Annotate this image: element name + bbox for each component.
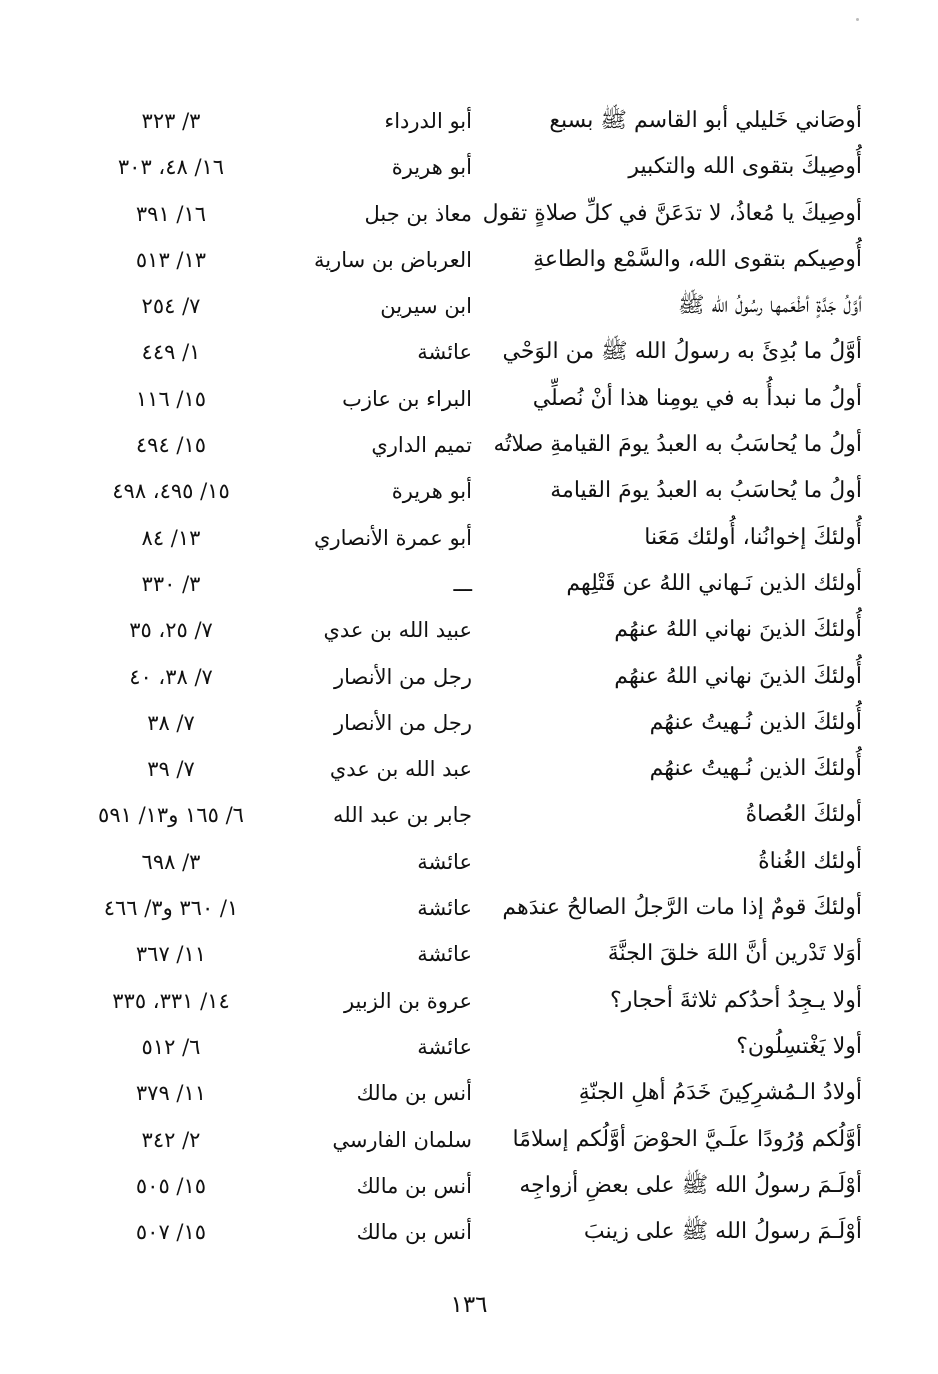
hadith-text: أوْلَـمَ رسولُ الله ﷺ على بعضِ أزواجِه xyxy=(519,1172,862,1198)
narrator: جابر بن عبد الله xyxy=(332,803,472,828)
index-row xyxy=(0,1070,938,1116)
hadith-text: أولئكَ قومٌ إذا مات الرَّجلُ الصالحُ عندَهم xyxy=(502,895,862,921)
hadith-text: أولا يَغْتسِلُون؟ xyxy=(736,1033,862,1059)
hadith-text: أولُ ما نبدأُ به في يومِنا هذا أنْ نُصلِّي xyxy=(532,385,862,411)
narrator: رجل من الأنصار xyxy=(333,710,472,735)
hadith-text: أوَلا تَدْرين أنَّ اللهَ خلقَ الجنَّةَ xyxy=(607,941,862,967)
reference: ١١/ ٣٦٧ xyxy=(135,942,207,967)
reference: ١٥/ ٤٩٤ xyxy=(135,433,207,458)
reference: ١٦/ ٣٩١ xyxy=(135,201,207,226)
narrator: عائشة xyxy=(417,340,472,365)
reference: ١٤/ ٣٣١، ٣٣٥ xyxy=(112,988,230,1013)
narrator: ـــ xyxy=(453,571,472,596)
index-row xyxy=(0,376,938,422)
index-row xyxy=(0,1209,938,1255)
reference: ١٥/ ٥٠٥ xyxy=(135,1173,207,1198)
narrator: معاذ بن جبل xyxy=(364,201,472,226)
hadith-text: أولُ ما يُحاسَبُ به العبدُ يومَ القيامة xyxy=(550,478,862,504)
index-row xyxy=(0,329,938,375)
index-row xyxy=(0,283,938,329)
index-row xyxy=(0,191,938,237)
hadith-text: أُولئكَ الذين نُـهيتُ عنهُم xyxy=(649,709,862,735)
index-row xyxy=(0,931,938,977)
reference: ٧/ ٣٨ xyxy=(147,710,195,735)
hadith-text: أُوصِيكَ بتقوى الله والتكبير xyxy=(628,154,862,180)
hadith-text: أولئك الذين نَـهاني اللهُ عن قَتْلِهم xyxy=(566,570,862,596)
reference: ٦/ ٥١٢ xyxy=(141,1034,201,1059)
index-row xyxy=(0,515,938,561)
reference: ٧/ ٣٩ xyxy=(147,757,195,782)
index-row xyxy=(0,1024,938,1070)
hadith-text: أوصَاني خَليلي أبو القاسم ﷺ بسبع xyxy=(549,108,862,133)
index-row xyxy=(0,885,938,931)
hadith-text: أولئكَ العُصاةُ xyxy=(745,802,862,828)
narrator: البراء بن عازب xyxy=(342,386,472,411)
hadith-text: أُولئكَ الذينَ نهاني اللهُ عنهُم xyxy=(614,663,862,689)
reference: ١٥/ ٤٩٥، ٤٩٨ xyxy=(112,479,230,504)
index-row xyxy=(0,746,938,792)
hadith-text: أوَّلُكم وُرُودًا علَـيَّ الحوْضَ أوَّلُكم إسلامًا xyxy=(512,1126,862,1152)
narrator: عائشة xyxy=(417,896,472,921)
hadith-index-table xyxy=(0,98,938,1255)
narrator: أبو هريرة xyxy=(391,479,472,504)
reference: ١١/ ٣٧٩ xyxy=(135,1081,207,1106)
hadith-text: أولادُ الـمُشرِكِينَ خَدَمُ أهلِ الجنّةِ xyxy=(578,1080,862,1106)
narrator: رجل من الأنصار xyxy=(333,664,472,689)
narrator: تميم الداري xyxy=(371,433,472,458)
narrator: عبد الله بن عدي xyxy=(329,757,472,782)
index-row xyxy=(0,792,938,838)
reference: ٧/ ٢٥٤ xyxy=(141,294,201,319)
index-row xyxy=(0,654,938,700)
hadith-text: أوصِيكَ يا مُعاذُ، لا تدَعَنَّ في كلِّ صلاةٍ تقول xyxy=(482,200,862,226)
index-row xyxy=(0,839,938,885)
hadith-text: أُولئكَ إخوانُنا، أُولئك مَعَنا xyxy=(644,524,862,550)
index-row xyxy=(0,98,938,144)
reference: ٣/ ٣٢٣ xyxy=(141,109,201,133)
narrator: عروة بن الزبير xyxy=(343,988,472,1013)
narrator: عائشة xyxy=(417,849,472,874)
reference: ٣/ ٦٩٨ xyxy=(141,849,201,874)
index-row xyxy=(0,422,938,468)
scan-speck xyxy=(856,18,859,21)
hadith-text: أُوصِيكم بتقوى الله، والسَّمْع والطاعةِ xyxy=(533,246,862,272)
index-row xyxy=(0,1163,938,1209)
hadith-text: أولُ ما يُحاسَبُ به العبدُ يومَ القيامةِ صلاتُه xyxy=(493,432,862,458)
narrator: العرباض بن سارية xyxy=(313,247,472,272)
reference: ١٣/ ٥١٣ xyxy=(135,247,207,272)
narrator: أنس بن مالك xyxy=(356,1173,472,1198)
narrator: عبيد الله بن عدي xyxy=(323,618,472,643)
reference: ٣/ ٣٣٠ xyxy=(141,571,201,596)
index-row xyxy=(0,700,938,746)
narrator: أبو عمرة الأنصاري xyxy=(314,525,472,550)
index-row xyxy=(0,237,938,283)
narrator: أبو الدرداء xyxy=(384,109,472,133)
reference: ١٣/ ٨٤ xyxy=(141,525,201,550)
index-row xyxy=(0,607,938,653)
index-row xyxy=(0,561,938,607)
reference: ٢/ ٣٤٢ xyxy=(141,1127,201,1152)
reference: ١٥/ ٥٠٧ xyxy=(135,1220,207,1245)
reference: ١٦/ ٤٨، ٣٠٣ xyxy=(117,155,225,180)
hadith-text: أُولئكَ الذين نُـهيتُ عنهُم xyxy=(649,756,862,782)
index-row xyxy=(0,468,938,514)
hadith-text: أوَّلُ جَدَّةٍ أطْعَمها رسُولُ الله ﷺ xyxy=(677,293,862,319)
narrator: ابن سيرين xyxy=(380,294,472,319)
hadith-text: أوْلَـمَ رسولُ الله ﷺ على زينبَ xyxy=(583,1219,862,1245)
reference: ٧/ ٣٨، ٤٠ xyxy=(129,664,213,689)
reference: ١/ ٣٦٠ و٣/ ٤٦٦ xyxy=(103,896,239,921)
narrator: أبو هريرة xyxy=(391,155,472,180)
hadith-text: أوَّلُ ما بُدِئَ به رسولُ الله ﷺ من الوَحْي xyxy=(502,339,862,365)
reference: ١٥/ ١١٦ xyxy=(135,386,207,411)
reference: ١/ ٤٤٩ xyxy=(141,340,201,365)
reference: ٦/ ١٦٥ و١٣/ ٥٩١ xyxy=(98,803,244,828)
index-row xyxy=(0,1117,938,1163)
hadith-text: أولا يـجِدُ أحدُكم ثلاثةَ أحجار؟ xyxy=(609,987,862,1013)
page-number: ١٣٦ xyxy=(450,1292,488,1318)
reference: ٧/ ٢٥، ٣٥ xyxy=(129,618,213,643)
hadith-text: أولئك الغُناةُ xyxy=(758,848,862,874)
narrator: عائشة xyxy=(417,942,472,967)
narrator: عائشة xyxy=(417,1034,472,1059)
index-row xyxy=(0,978,938,1024)
narrator: أنس بن مالك xyxy=(356,1220,472,1245)
narrator: أنس بن مالك xyxy=(356,1081,472,1106)
index-row xyxy=(0,144,938,190)
hadith-text: أُولئكَ الذينَ نهاني اللهُ عنهُم xyxy=(614,617,862,643)
narrator: سلمان الفارسي xyxy=(332,1127,472,1152)
